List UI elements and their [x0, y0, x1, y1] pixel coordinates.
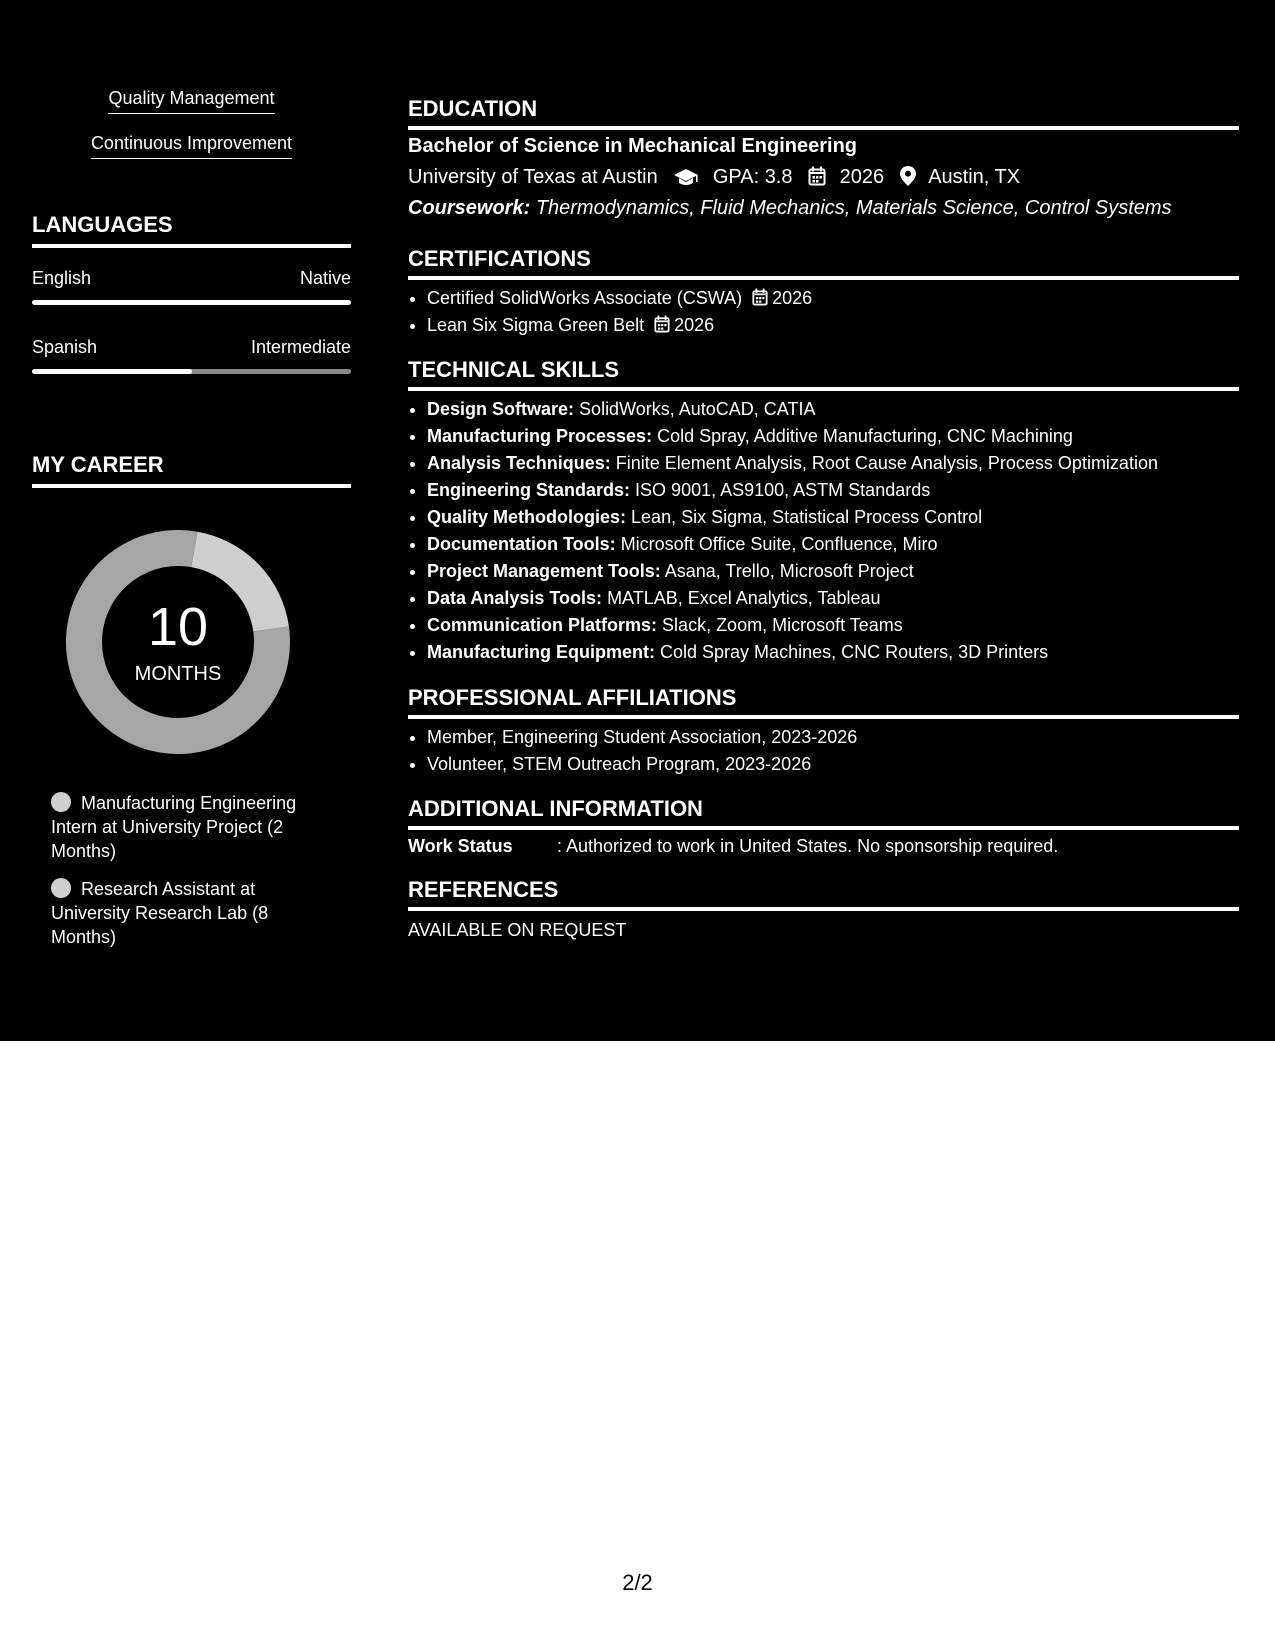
education-location: Austin, TX: [928, 166, 1021, 188]
list-item: • Volunteer, STEM Outreach Program, 2023-2026: [427, 751, 857, 778]
skill-tag: Continuous Improvement: [32, 133, 351, 159]
language-level: Intermediate: [250, 337, 351, 357]
affiliations-list: [408, 724, 857, 778]
career-donut-chart: [66, 530, 290, 754]
list-item: • Project Management Tools: Asana, Trello, Microsoft Project: [427, 558, 1158, 585]
career-legend-dot: [51, 878, 71, 898]
additional-info-heading: ADDITIONAL INFORMATION: [408, 796, 1239, 830]
language-name: English: [32, 268, 92, 288]
career-total-value: 10: [147, 597, 209, 657]
language-proficiency-fill: [32, 369, 192, 374]
list-item: • Member, Engineering Student Association, 2023-2026: [427, 724, 857, 751]
language-proficiency-fill: [32, 300, 351, 305]
list-item: • Lean Six Sigma Green Belt 2026: [427, 312, 812, 339]
language-proficiency-bar: [32, 300, 351, 305]
list-item: • Communication Platforms: Slack, Zoom, Microsoft Teams: [427, 612, 1158, 639]
calendar-icon: [654, 315, 670, 333]
list-item: • Design Software: SolidWorks, AutoCAD, CATIA: [427, 396, 1158, 423]
list-item: • Analysis Techniques: Finite Element Analysis, Root Cause Analysis, Process Optimization: [427, 450, 1158, 477]
list-item: • Quality Methodologies: Lean, Six Sigma, Statistical Process Control: [427, 504, 1158, 531]
coursework: Coursework: Thermodynamics, Fluid Mechanics, Materials Science, Control Systems: [408, 197, 1172, 219]
work-status-label: Work Status: [408, 836, 513, 856]
list-item: • Documentation Tools: Microsoft Office Suite, Confluence, Miro: [427, 531, 1158, 558]
languages-heading: LANGUAGES: [32, 212, 351, 248]
list-item: • Certified SolidWorks Associate (CSWA) 2026: [427, 285, 812, 312]
education-meta: [408, 166, 1020, 189]
list-item: • Data Analysis Tools: MATLAB, Excel Analytics, Tableau: [427, 585, 1158, 612]
calendar-icon: [808, 166, 826, 186]
graduation-year: 2026: [839, 166, 885, 188]
career-heading: MY CAREER: [32, 452, 351, 488]
language-proficiency-bar: [32, 369, 351, 374]
language-name: Spanish: [32, 337, 98, 357]
certifications-heading: CERTIFICATIONS: [408, 246, 1239, 280]
technical-skills-list: [408, 396, 1158, 666]
references-text: AVAILABLE ON REQUEST: [408, 920, 627, 940]
list-item: • Engineering Standards: ISO 9001, AS9100, ASTM Standards: [427, 477, 1158, 504]
language-level: Native: [299, 268, 351, 288]
references-heading: REFERENCES: [408, 877, 1239, 911]
career-item: Manufacturing Engineering Intern at University Project (2 Months): [51, 793, 297, 861]
affiliations-heading: PROFESSIONAL AFFILIATIONS: [408, 685, 1239, 719]
gpa: GPA: 3.8: [712, 166, 793, 188]
career-total-unit: MONTHS: [134, 663, 222, 685]
work-status-value: : Authorized to work in United States. No sponsorship required.: [557, 836, 1059, 856]
technical-skills-heading: TECHNICAL SKILLS: [408, 357, 1239, 391]
calendar-icon: [752, 288, 768, 306]
degree-title: Bachelor of Science in Mechanical Engineering: [408, 135, 858, 157]
career-legend-dot: [51, 792, 71, 812]
list-item: • Manufacturing Equipment: Cold Spray Machines, CNC Routers, 3D Printers: [427, 639, 1158, 666]
skill-tag: Quality Management: [32, 88, 351, 114]
graduation-cap-icon: [673, 168, 699, 186]
school-name: University of Texas at Austin: [408, 166, 658, 188]
education-heading: EDUCATION: [408, 96, 1239, 130]
certifications-list: [408, 285, 812, 339]
location-pin-icon: [900, 166, 916, 186]
page-number: 2/2: [622, 1570, 653, 1595]
career-item: Research Assistant at University Research Lab (8 Months): [51, 879, 269, 947]
list-item: • Manufacturing Processes: Cold Spray, Additive Manufacturing, CNC Machining: [427, 423, 1158, 450]
